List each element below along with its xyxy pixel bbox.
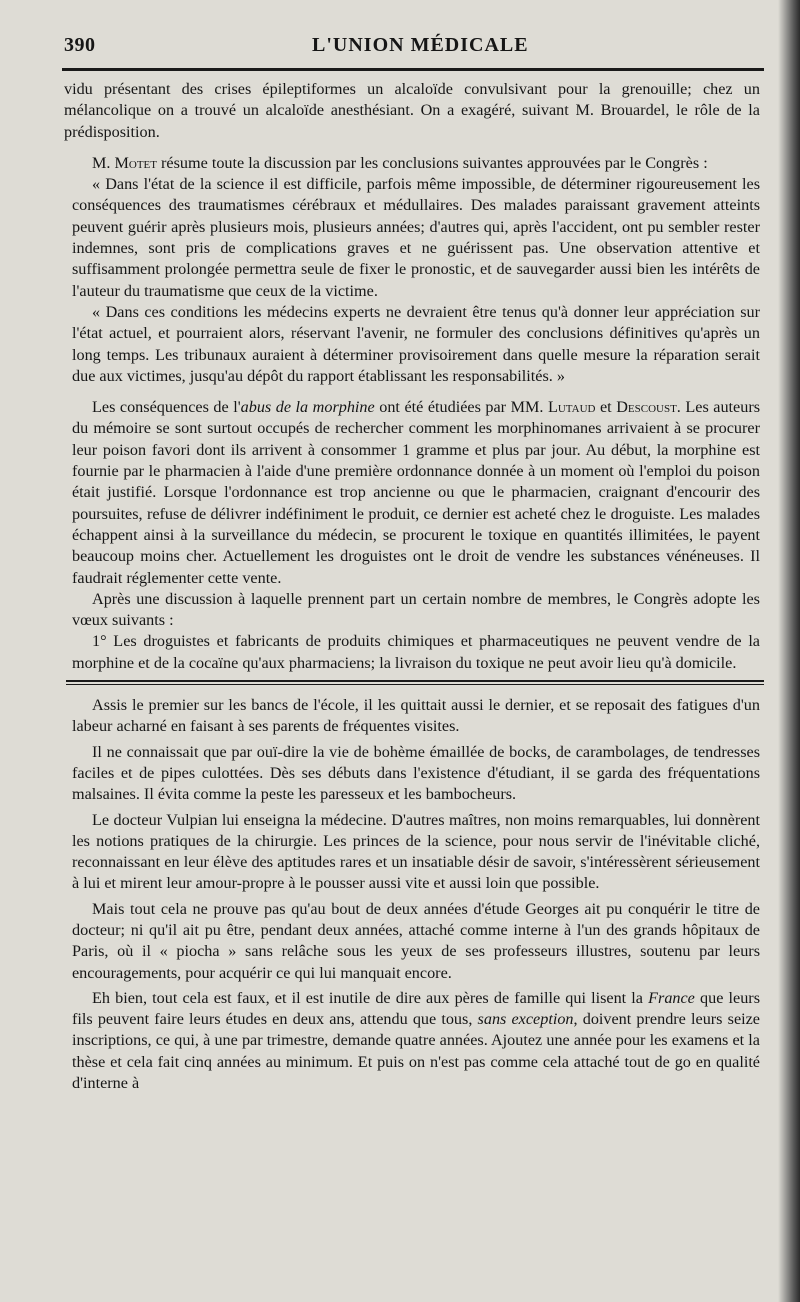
paragraph: Mais tout cela ne prouve pas qu'au bout de deux années d'étude Georges ait pu conquérir le titre de docteur; ni qu'il ait pu être, pendant deux années, attaché comme interne à l'un des grands hôpitaux de Paris, où il « piocha » sans relâche sous les yeux de ses professeurs illustres, soutenu par leurs encouragements, pour acquérir ce qui lui manquait encore. — [72, 899, 760, 982]
author-name: Motet — [114, 153, 157, 172]
paragraph: Eh bien, tout cela est faux, et il est inutile de dire aux pères de famille qui lisent la France que leurs fils peuvent faire leurs études en deux ans, attendu que tous, sans exception, doivent prendre leurs seize inscriptions, ce qui, à une par trimestre, demande quatre années. Ajoutez une année pour les examens et la thèse et cela fait cinq années au minimum. Et puis on n'est pas comme cela attaché tout de go en qualité d'interne à — [72, 988, 760, 1093]
lower-feuilleton — [72, 695, 760, 1094]
paragraph-discussion: Après une discussion à laquelle prennent part un certain nombre de membres, le Congrès adopte les vœux suivants : — [72, 589, 760, 630]
paragraph: Le docteur Vulpian lui enseigna la médecine. D'autres maîtres, non moins remarquables, lui donnèrent les notions pratiques de la chirurgie. Les princes de la science, pour nous servir de l'inévitable cliché, reconnaissant en leur élève des aptitudes rares et un insatiable désir de savoir, s'intéressèrent sérieusement à lui et mirent leur amour-propre à le pousser aussi vite et aussi loin que possible. — [72, 810, 760, 893]
paragraph-continuation: vidu présentant des crises épileptiformes un alcaloïde convulsivant pour la grenouille; chez un mélancolique on a trouvé un alcaloïde anesthésiant. On a exagéré, suivant M. Brouardel, le rôle de la prédisposition. — [64, 80, 760, 141]
paragraph-motet: M. Motet résume toute la discussion par les conclusions suivantes approuvées par le Congrès : — [92, 153, 708, 172]
author-name: Lutaud — [547, 398, 596, 417]
paragraph: Assis le premier sur les bancs de l'école, il les quittait aussi le dernier, et se reposait des fatigues d'un labeur acharné en faisant à ses parents de fréquentes visites. — [72, 696, 760, 736]
feuilleton-separator-rule — [66, 680, 764, 685]
upper-article — [64, 79, 761, 674]
paragraph-quote-2: « Dans ces conditions les médecins experts ne devraient être tenus qu'à donner leur appréciation sur l'état actuel, et pourraient alors, réservant l'avenir, ne formuler des conclusions définitives qu'après un long temps. Les tribunaux auraient à déterminer provisoirement dans quelle mesure la réparation serait due aux victimes, jusqu'au dépôt du rapport établissant les responsabilités. » — [72, 302, 760, 385]
running-title: L'UNION MÉDICALE — [312, 34, 529, 56]
paragraph-quote-1: « Dans l'état de la science il est difficile, parfois même impossible, de déterminer rigoureusement les conséquences des traumatismes cérébraux et médullaires. Des malades paraissant gravement atteints peuvent guérir après plusieurs mois, plusieurs années; d'autres qui, après l'accident, ont pu sembler rester indemnes, sont pris de complications graves et ne guérissent pas. Une observation attentive et suffisamment prolongée permettra seule de fixer le pronostic, et de sauvegarder aussi bien les intérêts de l'auteur du traumatisme que ceux de la victime. — [72, 175, 760, 300]
paragraph: Il ne connaissait que par ouï-dire la vie de bohème émaillée de bocks, de carambolages, de tendresses faciles et de pipes culottées. Dès ses débuts dans l'existence d'étudiant, il se garda des fréquentations malsaines. Il évita comme la peste les paresseux et les bambocheurs. — [72, 742, 760, 804]
running-header — [64, 30, 760, 68]
book-gutter-shadow — [778, 0, 800, 1302]
paragraph-resolution-1: 1° Les droguistes et fabricants de produits chimiques et pharmaceutiques ne peuvent vendre de la morphine et de la cocaïne qu'aux pharmaciens; la livraison du toxique ne peut avoir lieu qu'à domicile. — [72, 632, 760, 672]
page-number: 390 — [64, 34, 96, 56]
header-rule — [62, 68, 764, 71]
paragraph-morphine: Les conséquences de l'abus de la morphine ont été étudiées par MM. Lutaud et Descoust. Les auteurs du mémoire se sont surtout occupés de rechercher comment les morphinomanes arrivaient à se procurer leur poison favori dont ils arrivent à consommer 1 gramme et plus par jour. Au début, la morphine est fournie par le pharmacien à l'aide d'une première ordonnance donnée à un moment où l'emploi du poison était justifié. Lorsque l'ordonnance est trop ancienne ou que le pharmacien, craignant d'encourir des poursuites, refuse de délivrer indéfiniment le produit, ce dernier est acheté chez le droguiste. Les malades échappent ainsi à la surveillance du médecin, se procurent le toxique en quantités illimitées, le payent beaucoup moins cher. Actuellement les droguistes ont le droit de vendre les substances vénéneuses. Il faudrait réglementer cette vente. — [72, 398, 761, 587]
author-name: Descoust — [616, 398, 677, 417]
